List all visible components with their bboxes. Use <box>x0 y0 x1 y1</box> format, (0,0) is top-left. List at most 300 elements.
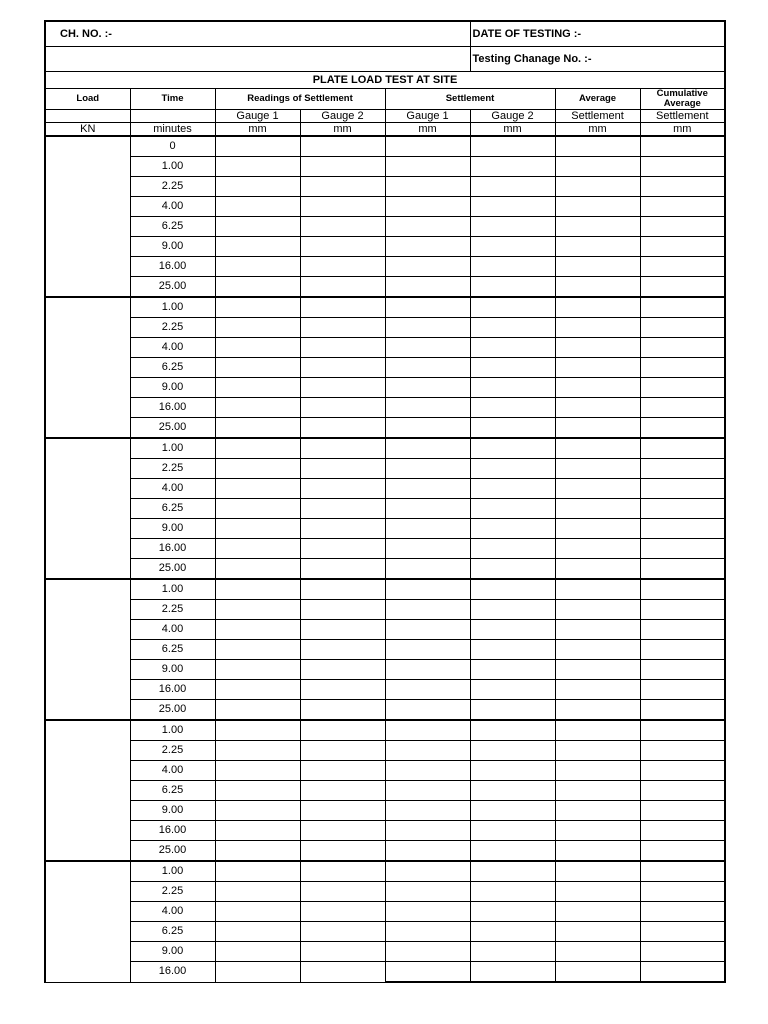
settlement-gauge1-input[interactable] <box>385 720 470 741</box>
settlement-gauge1-input[interactable] <box>385 378 470 398</box>
settlement-gauge1-input[interactable] <box>385 579 470 600</box>
reading-gauge1-input[interactable] <box>215 418 300 439</box>
cumulative-settlement-input[interactable] <box>640 499 725 519</box>
settlement-gauge1-input[interactable] <box>385 600 470 620</box>
settlement-gauge2-input[interactable] <box>470 660 555 680</box>
reading-gauge2-input[interactable] <box>300 499 385 519</box>
settlement-gauge2-input[interactable] <box>470 459 555 479</box>
reading-gauge1-input[interactable] <box>215 358 300 378</box>
average-settlement-input[interactable] <box>555 297 640 318</box>
settlement-gauge2-input[interactable] <box>470 277 555 298</box>
settlement-gauge1-input[interactable] <box>385 700 470 721</box>
cumulative-settlement-input[interactable] <box>640 861 725 882</box>
settlement-gauge1-input[interactable] <box>385 942 470 962</box>
reading-gauge2-input[interactable] <box>300 741 385 761</box>
table-row <box>45 640 725 660</box>
reading-gauge2-input[interactable] <box>300 579 385 600</box>
cumulative-settlement-input[interactable] <box>640 438 725 459</box>
unit-reading-gauge2: mm <box>300 123 385 137</box>
reading-gauge1-input[interactable] <box>215 217 300 237</box>
reading-gauge2-input[interactable] <box>300 297 385 318</box>
settlement-gauge2-input[interactable] <box>470 378 555 398</box>
reading-gauge1-input[interactable] <box>215 318 300 338</box>
table-row <box>45 660 725 680</box>
settlement-gauge2-input[interactable] <box>470 559 555 580</box>
settlement-gauge2-input[interactable] <box>470 539 555 559</box>
reading-gauge2-input[interactable] <box>300 962 385 983</box>
settlement-gauge1-input[interactable] <box>385 519 470 539</box>
cumulative-settlement-input[interactable] <box>640 217 725 237</box>
cumulative-settlement-input[interactable] <box>640 700 725 721</box>
table-row <box>45 922 725 942</box>
cumulative-settlement-input[interactable] <box>640 157 725 177</box>
settlement-gauge1-input[interactable] <box>385 277 470 298</box>
reading-gauge2-input[interactable] <box>300 640 385 660</box>
settlement-gauge1-input[interactable] <box>385 539 470 559</box>
time-cell: 9.00 <box>130 237 215 257</box>
time-cell: 6.25 <box>130 217 215 237</box>
time-cell: 2.25 <box>130 882 215 902</box>
settlement-gauge2-input[interactable] <box>470 297 555 318</box>
reading-gauge1-input[interactable] <box>215 539 300 559</box>
reading-gauge2-input[interactable] <box>300 378 385 398</box>
settlement-gauge2-input[interactable] <box>470 177 555 197</box>
reading-gauge2-input[interactable] <box>300 942 385 962</box>
reading-gauge2-input[interactable] <box>300 841 385 862</box>
cumulative-settlement-input[interactable] <box>640 297 725 318</box>
reading-gauge1-input[interactable] <box>215 861 300 882</box>
settlement-gauge1-input[interactable] <box>385 499 470 519</box>
average-settlement-input[interactable] <box>555 781 640 801</box>
settlement-gauge1-input[interactable] <box>385 479 470 499</box>
unit-average: mm <box>555 123 640 137</box>
settlement-gauge1-input[interactable] <box>385 861 470 882</box>
settlement-gauge2-input[interactable] <box>470 882 555 902</box>
reading-gauge2-input[interactable] <box>300 539 385 559</box>
table-row <box>45 318 725 338</box>
average-settlement-input[interactable] <box>555 237 640 257</box>
load-input[interactable] <box>45 438 130 579</box>
settlement-gauge2-input[interactable] <box>470 620 555 640</box>
table-row <box>45 237 725 257</box>
col-time: Time <box>130 89 215 110</box>
settlement-gauge1-input[interactable] <box>385 841 470 862</box>
reading-gauge1-input[interactable] <box>215 197 300 217</box>
average-settlement-input[interactable] <box>555 741 640 761</box>
reading-gauge2-input[interactable] <box>300 620 385 640</box>
reading-gauge1-input[interactable] <box>215 157 300 177</box>
cumulative-settlement-input[interactable] <box>640 237 725 257</box>
cumulative-settlement-input[interactable] <box>640 821 725 841</box>
average-settlement-input[interactable] <box>555 438 640 459</box>
reading-gauge2-input[interactable] <box>300 197 385 217</box>
cumulative-settlement-input[interactable] <box>640 761 725 781</box>
cumulative-settlement-input[interactable] <box>640 680 725 700</box>
settlement-gauge2-input[interactable] <box>470 217 555 237</box>
reading-gauge2-input[interactable] <box>300 157 385 177</box>
settlement-gauge2-input[interactable] <box>470 318 555 338</box>
reading-gauge2-input[interactable] <box>300 700 385 721</box>
reading-gauge1-input[interactable] <box>215 338 300 358</box>
load-input[interactable] <box>45 579 130 720</box>
table-row <box>45 418 725 439</box>
settlement-gauge2-input[interactable] <box>470 418 555 439</box>
reading-gauge1-input[interactable] <box>215 479 300 499</box>
settlement-gauge1-input[interactable] <box>385 318 470 338</box>
settlement-gauge1-input[interactable] <box>385 177 470 197</box>
reading-gauge1-input[interactable] <box>215 136 300 157</box>
settlement-gauge2-input[interactable] <box>470 720 555 741</box>
settlement-gauge1-input[interactable] <box>385 418 470 439</box>
average-settlement-input[interactable] <box>555 821 640 841</box>
reading-gauge2-input[interactable] <box>300 660 385 680</box>
average-settlement-input[interactable] <box>555 479 640 499</box>
time-cell: 4.00 <box>130 479 215 499</box>
reading-gauge2-input[interactable] <box>300 821 385 841</box>
time-cell: 6.25 <box>130 358 215 378</box>
settlement-gauge1-input[interactable] <box>385 962 470 983</box>
settlement-gauge1-input[interactable] <box>385 459 470 479</box>
average-settlement-input[interactable] <box>555 660 640 680</box>
average-settlement-input[interactable] <box>555 600 640 620</box>
reading-gauge2-input[interactable] <box>300 257 385 277</box>
time-cell: 1.00 <box>130 438 215 459</box>
reading-gauge1-input[interactable] <box>215 559 300 580</box>
cumulative-settlement-input[interactable] <box>640 620 725 640</box>
time-cell: 6.25 <box>130 499 215 519</box>
settlement-gauge1-input[interactable] <box>385 237 470 257</box>
reading-gauge1-input[interactable] <box>215 962 300 983</box>
reading-gauge1-input[interactable] <box>215 781 300 801</box>
settlement-gauge2-input[interactable] <box>470 358 555 378</box>
settlement-gauge2-input[interactable] <box>470 519 555 539</box>
average-settlement-input[interactable] <box>555 620 640 640</box>
reading-gauge2-input[interactable] <box>300 600 385 620</box>
reading-gauge1-input[interactable] <box>215 801 300 821</box>
settlement-gauge2-input[interactable] <box>470 600 555 620</box>
settlement-gauge2-input[interactable] <box>470 338 555 358</box>
col-cumulative: Cumulative Average <box>640 89 725 110</box>
reading-gauge1-input[interactable] <box>215 177 300 197</box>
settlement-gauge2-input[interactable] <box>470 479 555 499</box>
reading-gauge1-input[interactable] <box>215 398 300 418</box>
average-settlement-input[interactable] <box>555 499 640 519</box>
cumulative-settlement-input[interactable] <box>640 720 725 741</box>
settlement-gauge1-input[interactable] <box>385 398 470 418</box>
average-settlement-input[interactable] <box>555 217 640 237</box>
reading-gauge2-input[interactable] <box>300 882 385 902</box>
reading-gauge1-input[interactable] <box>215 620 300 640</box>
cumulative-settlement-input[interactable] <box>640 418 725 439</box>
average-settlement-input[interactable] <box>555 700 640 721</box>
reading-gauge1-input[interactable] <box>215 297 300 318</box>
average-settlement-input[interactable] <box>555 197 640 217</box>
cumulative-settlement-input[interactable] <box>640 660 725 680</box>
settlement-gauge2-input[interactable] <box>470 741 555 761</box>
cumulative-settlement-input[interactable] <box>640 559 725 580</box>
average-settlement-input[interactable] <box>555 861 640 882</box>
settlement-gauge2-input[interactable] <box>470 922 555 942</box>
time-cell: 6.25 <box>130 640 215 660</box>
average-settlement-input[interactable] <box>555 157 640 177</box>
cumulative-settlement-input[interactable] <box>640 358 725 378</box>
table-row <box>45 277 725 298</box>
settlement-gauge2-input[interactable] <box>470 841 555 862</box>
average-settlement-input[interactable] <box>555 318 640 338</box>
load-input[interactable] <box>45 720 130 861</box>
time-cell: 25.00 <box>130 277 215 298</box>
reading-gauge1-input[interactable] <box>215 741 300 761</box>
settlement-gauge1-input[interactable] <box>385 741 470 761</box>
reading-gauge2-input[interactable] <box>300 418 385 439</box>
settlement-gauge1-input[interactable] <box>385 801 470 821</box>
average-settlement-input[interactable] <box>555 177 640 197</box>
settlement-gauge1-input[interactable] <box>385 640 470 660</box>
settlement-gauge2-input[interactable] <box>470 438 555 459</box>
settlement-gauge2-input[interactable] <box>470 942 555 962</box>
time-cell: 25.00 <box>130 559 215 580</box>
cumulative-settlement-input[interactable] <box>640 177 725 197</box>
average-settlement-input[interactable] <box>555 277 640 298</box>
settlement-gauge2-input[interactable] <box>470 700 555 721</box>
average-settlement-input[interactable] <box>555 338 640 358</box>
average-settlement-input[interactable] <box>555 801 640 821</box>
average-settlement-input[interactable] <box>555 841 640 862</box>
settlement-gauge1-input[interactable] <box>385 821 470 841</box>
table-row <box>45 257 725 277</box>
page-title: PLATE LOAD TEST AT SITE <box>45 72 725 89</box>
col-average: Average <box>555 89 640 110</box>
average-settlement-input[interactable] <box>555 559 640 580</box>
average-settlement-input[interactable] <box>555 962 640 983</box>
table-row <box>45 720 725 741</box>
reading-gauge1-input[interactable] <box>215 579 300 600</box>
reading-gauge1-input[interactable] <box>215 942 300 962</box>
table-row <box>45 136 725 157</box>
reading-gauge2-input[interactable] <box>300 781 385 801</box>
average-settlement-input[interactable] <box>555 579 640 600</box>
cumulative-settlement-input[interactable] <box>640 398 725 418</box>
settlement-gauge1-input[interactable] <box>385 257 470 277</box>
settlement-gauge2-input[interactable] <box>470 157 555 177</box>
reading-gauge2-input[interactable] <box>300 459 385 479</box>
cumulative-settlement-input[interactable] <box>640 841 725 862</box>
time-cell: 1.00 <box>130 157 215 177</box>
settlement-gauge2-input[interactable] <box>470 680 555 700</box>
cumulative-settlement-input[interactable] <box>640 801 725 821</box>
average-settlement-input[interactable] <box>555 418 640 439</box>
settlement-gauge1-input[interactable] <box>385 197 470 217</box>
reading-gauge2-input[interactable] <box>300 801 385 821</box>
settlement-gauge1-input[interactable] <box>385 559 470 580</box>
time-cell: 25.00 <box>130 700 215 721</box>
table-row <box>45 358 725 378</box>
plate-load-test-sheet <box>44 20 724 983</box>
cumulative-settlement-input[interactable] <box>640 479 725 499</box>
average-settlement-input[interactable] <box>555 680 640 700</box>
settlement-gauge2-input[interactable] <box>470 801 555 821</box>
table-row <box>45 942 725 962</box>
reading-gauge1-input[interactable] <box>215 499 300 519</box>
settlement-gauge2-input[interactable] <box>470 197 555 217</box>
average-settlement-input[interactable] <box>555 902 640 922</box>
reading-gauge1-input[interactable] <box>215 438 300 459</box>
reading-gauge1-input[interactable] <box>215 761 300 781</box>
reading-gauge2-input[interactable] <box>300 861 385 882</box>
reading-gauge1-input[interactable] <box>215 378 300 398</box>
load-input[interactable] <box>45 861 130 982</box>
cumulative-settlement-input[interactable] <box>640 277 725 298</box>
settlement-gauge2-input[interactable] <box>470 237 555 257</box>
settlement-gauge2-input[interactable] <box>470 781 555 801</box>
reading-gauge1-input[interactable] <box>215 902 300 922</box>
reading-gauge2-input[interactable] <box>300 318 385 338</box>
settlement-gauge1-input[interactable] <box>385 157 470 177</box>
cumulative-settlement-input[interactable] <box>640 600 725 620</box>
reading-gauge2-input[interactable] <box>300 277 385 298</box>
reading-gauge1-input[interactable] <box>215 660 300 680</box>
settlement-gauge2-input[interactable] <box>470 761 555 781</box>
cumulative-settlement-input[interactable] <box>640 902 725 922</box>
settlement-gauge2-input[interactable] <box>470 579 555 600</box>
reading-gauge2-input[interactable] <box>300 358 385 378</box>
average-settlement-input[interactable] <box>555 519 640 539</box>
average-settlement-input[interactable] <box>555 136 640 157</box>
average-settlement-input[interactable] <box>555 720 640 741</box>
cumulative-settlement-input[interactable] <box>640 962 725 983</box>
reading-gauge1-input[interactable] <box>215 700 300 721</box>
cumulative-settlement-input[interactable] <box>640 257 725 277</box>
time-cell: 6.25 <box>130 922 215 942</box>
average-settlement-input[interactable] <box>555 761 640 781</box>
cumulative-settlement-input[interactable] <box>640 197 725 217</box>
cumulative-settlement-input[interactable] <box>640 338 725 358</box>
settlement-gauge1-input[interactable] <box>385 620 470 640</box>
cumulative-settlement-input[interactable] <box>640 459 725 479</box>
average-settlement-input[interactable] <box>555 942 640 962</box>
reading-gauge1-input[interactable] <box>215 882 300 902</box>
reading-gauge2-input[interactable] <box>300 237 385 257</box>
settlement-gauge1-input[interactable] <box>385 882 470 902</box>
reading-gauge1-input[interactable] <box>215 237 300 257</box>
cumulative-settlement-input[interactable] <box>640 539 725 559</box>
settlement-gauge1-input[interactable] <box>385 217 470 237</box>
average-settlement-input[interactable] <box>555 539 640 559</box>
settlement-gauge1-input[interactable] <box>385 358 470 378</box>
reading-gauge2-input[interactable] <box>300 479 385 499</box>
cumulative-settlement-input[interactable] <box>640 942 725 962</box>
unit-load: KN <box>45 123 130 137</box>
settlement-gauge2-input[interactable] <box>470 398 555 418</box>
time-cell: 4.00 <box>130 902 215 922</box>
cumulative-settlement-input[interactable] <box>640 136 725 157</box>
reading-gauge2-input[interactable] <box>300 559 385 580</box>
settlement-gauge2-input[interactable] <box>470 136 555 157</box>
settlement-gauge1-input[interactable] <box>385 438 470 459</box>
reading-gauge2-input[interactable] <box>300 338 385 358</box>
settlement-gauge2-input[interactable] <box>470 257 555 277</box>
average-settlement-input[interactable] <box>555 358 640 378</box>
settlement-gauge2-input[interactable] <box>470 861 555 882</box>
reading-gauge2-input[interactable] <box>300 398 385 418</box>
reading-gauge1-input[interactable] <box>215 277 300 298</box>
reading-gauge1-input[interactable] <box>215 922 300 942</box>
reading-gauge2-input[interactable] <box>300 519 385 539</box>
reading-gauge1-input[interactable] <box>215 519 300 539</box>
settlement-gauge2-input[interactable] <box>470 499 555 519</box>
load-input[interactable] <box>45 136 130 297</box>
cumulative-settlement-input[interactable] <box>640 741 725 761</box>
reading-gauge1-input[interactable] <box>215 459 300 479</box>
reading-gauge1-input[interactable] <box>215 600 300 620</box>
reading-gauge2-input[interactable] <box>300 680 385 700</box>
average-settlement-input[interactable] <box>555 378 640 398</box>
time-cell: 9.00 <box>130 378 215 398</box>
average-settlement-input[interactable] <box>555 459 640 479</box>
reading-gauge1-input[interactable] <box>215 680 300 700</box>
settlement-gauge1-input[interactable] <box>385 338 470 358</box>
reading-gauge2-input[interactable] <box>300 761 385 781</box>
cumulative-settlement-input[interactable] <box>640 882 725 902</box>
reading-gauge2-input[interactable] <box>300 902 385 922</box>
table-row <box>45 962 725 983</box>
cumulative-settlement-input[interactable] <box>640 519 725 539</box>
settlement-gauge2-input[interactable] <box>470 821 555 841</box>
cumulative-settlement-input[interactable] <box>640 579 725 600</box>
cumulative-settlement-input[interactable] <box>640 318 725 338</box>
settlement-gauge1-input[interactable] <box>385 136 470 157</box>
cumulative-settlement-input[interactable] <box>640 640 725 660</box>
ch-no-label: CH. NO. :- <box>45 21 470 47</box>
settlement-gauge1-input[interactable] <box>385 922 470 942</box>
cumulative-settlement-input[interactable] <box>640 781 725 801</box>
reading-gauge2-input[interactable] <box>300 720 385 741</box>
reading-gauge2-input[interactable] <box>300 217 385 237</box>
cumulative-settlement-input[interactable] <box>640 922 725 942</box>
load-input[interactable] <box>45 297 130 438</box>
sub-average: Settlement <box>555 110 640 123</box>
settlement-gauge1-input[interactable] <box>385 297 470 318</box>
reading-gauge1-input[interactable] <box>215 821 300 841</box>
time-cell: 9.00 <box>130 660 215 680</box>
reading-gauge2-input[interactable] <box>300 922 385 942</box>
settlement-gauge1-input[interactable] <box>385 660 470 680</box>
settlement-gauge1-input[interactable] <box>385 761 470 781</box>
reading-gauge2-input[interactable] <box>300 177 385 197</box>
reading-gauge2-input[interactable] <box>300 438 385 459</box>
time-cell: 16.00 <box>130 680 215 700</box>
average-settlement-input[interactable] <box>555 398 640 418</box>
settlement-gauge2-input[interactable] <box>470 640 555 660</box>
cumulative-settlement-input[interactable] <box>640 378 725 398</box>
average-settlement-input[interactable] <box>555 257 640 277</box>
table-row <box>45 781 725 801</box>
settlement-gauge1-input[interactable] <box>385 902 470 922</box>
average-settlement-input[interactable] <box>555 922 640 942</box>
reading-gauge1-input[interactable] <box>215 640 300 660</box>
settlement-gauge1-input[interactable] <box>385 781 470 801</box>
settlement-gauge1-input[interactable] <box>385 680 470 700</box>
reading-gauge2-input[interactable] <box>300 136 385 157</box>
reading-gauge1-input[interactable] <box>215 841 300 862</box>
settlement-gauge2-input[interactable] <box>470 962 555 983</box>
reading-gauge1-input[interactable] <box>215 720 300 741</box>
reading-gauge1-input[interactable] <box>215 257 300 277</box>
time-cell: 1.00 <box>130 720 215 741</box>
settlement-gauge2-input[interactable] <box>470 902 555 922</box>
average-settlement-input[interactable] <box>555 640 640 660</box>
average-settlement-input[interactable] <box>555 882 640 902</box>
